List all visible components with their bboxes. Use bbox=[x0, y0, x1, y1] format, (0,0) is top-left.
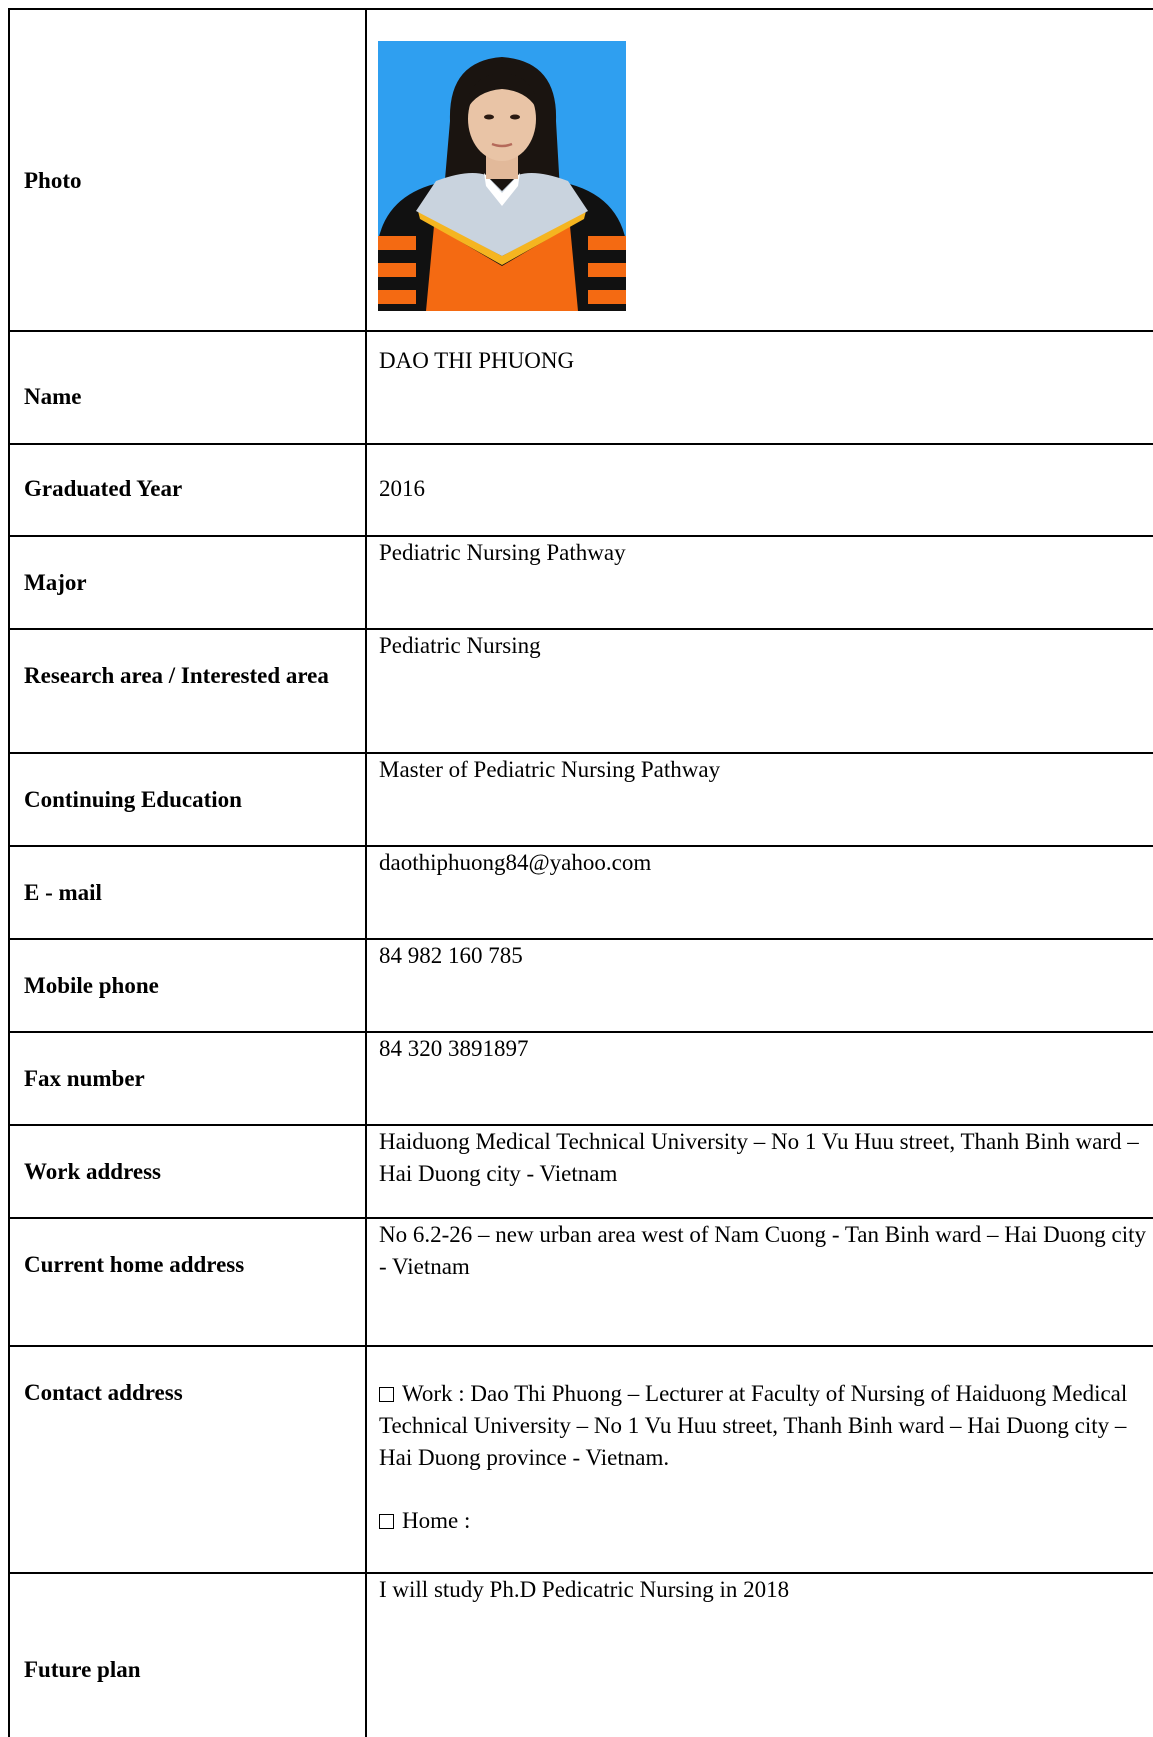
value-future-plan: I will study Ph.D Pedicatric Nursing in 2018 bbox=[379, 1577, 790, 1602]
label-fax-number: Fax number bbox=[24, 1066, 145, 1091]
value-current-home-address: No 6.2-26 – new urban area west of Nam Cuong - Tan Binh ward – Hai Duong city - Vietnam bbox=[379, 1222, 1147, 1279]
label-major: Major bbox=[24, 570, 87, 595]
value-continuing-education: Master of Pediatric Nursing Pathway bbox=[379, 757, 721, 782]
contact-home-text: Home : bbox=[402, 1508, 471, 1533]
value-fax-number: 84 320 3891897 bbox=[379, 1036, 529, 1061]
table-border-left bbox=[8, 8, 10, 1737]
label-email: E - mail bbox=[24, 880, 102, 905]
row-divider bbox=[8, 443, 1153, 445]
table-border-top bbox=[8, 8, 1153, 10]
row-divider bbox=[8, 330, 1153, 332]
label-research-area: Research area / Interested area bbox=[24, 663, 329, 688]
value-graduated-year: 2016 bbox=[379, 476, 425, 501]
profile-photo bbox=[378, 41, 626, 311]
value-research-area: Pediatric Nursing bbox=[379, 633, 541, 658]
home-checkbox[interactable] bbox=[379, 1514, 394, 1529]
contact-work bbox=[379, 1378, 1149, 1474]
value-mobile-phone: 84 982 160 785 bbox=[379, 943, 523, 968]
label-name: Name bbox=[24, 384, 82, 409]
row-divider bbox=[8, 1345, 1153, 1347]
column-divider bbox=[365, 8, 367, 1737]
value-work-address: Haiduong Medical Technical University – No 1 Vu Huu street, Thanh Binh ward – Hai Duong city - Vietnam bbox=[379, 1129, 1139, 1186]
label-current-home-address: Current home address bbox=[24, 1252, 245, 1277]
label-future-plan: Future plan bbox=[24, 1657, 141, 1682]
label-photo: Photo bbox=[24, 168, 82, 193]
contact-home bbox=[379, 1505, 1149, 1537]
label-contact-address: Contact address bbox=[24, 1380, 183, 1405]
label-work-address: Work address bbox=[24, 1159, 161, 1184]
contact-work-text: Work : Dao Thi Phuong – Lecturer at Faculty of Nursing of Haiduong Medical Technical University – No 1 Vu Huu street, Thanh Binh ward – Hai Duong city – Hai Duong province - Vietnam. bbox=[379, 1381, 1128, 1470]
value-email[interactable]: daothiphuong84@yahoo.com bbox=[379, 850, 652, 875]
label-mobile-phone: Mobile phone bbox=[24, 973, 159, 998]
label-continuing-education: Continuing Education bbox=[24, 787, 242, 812]
work-checkbox[interactable] bbox=[379, 1387, 394, 1402]
value-name: DAO THI PHUONG bbox=[379, 348, 575, 373]
value-major: Pediatric Nursing Pathway bbox=[379, 540, 626, 565]
label-graduated-year: Graduated Year bbox=[24, 476, 183, 501]
